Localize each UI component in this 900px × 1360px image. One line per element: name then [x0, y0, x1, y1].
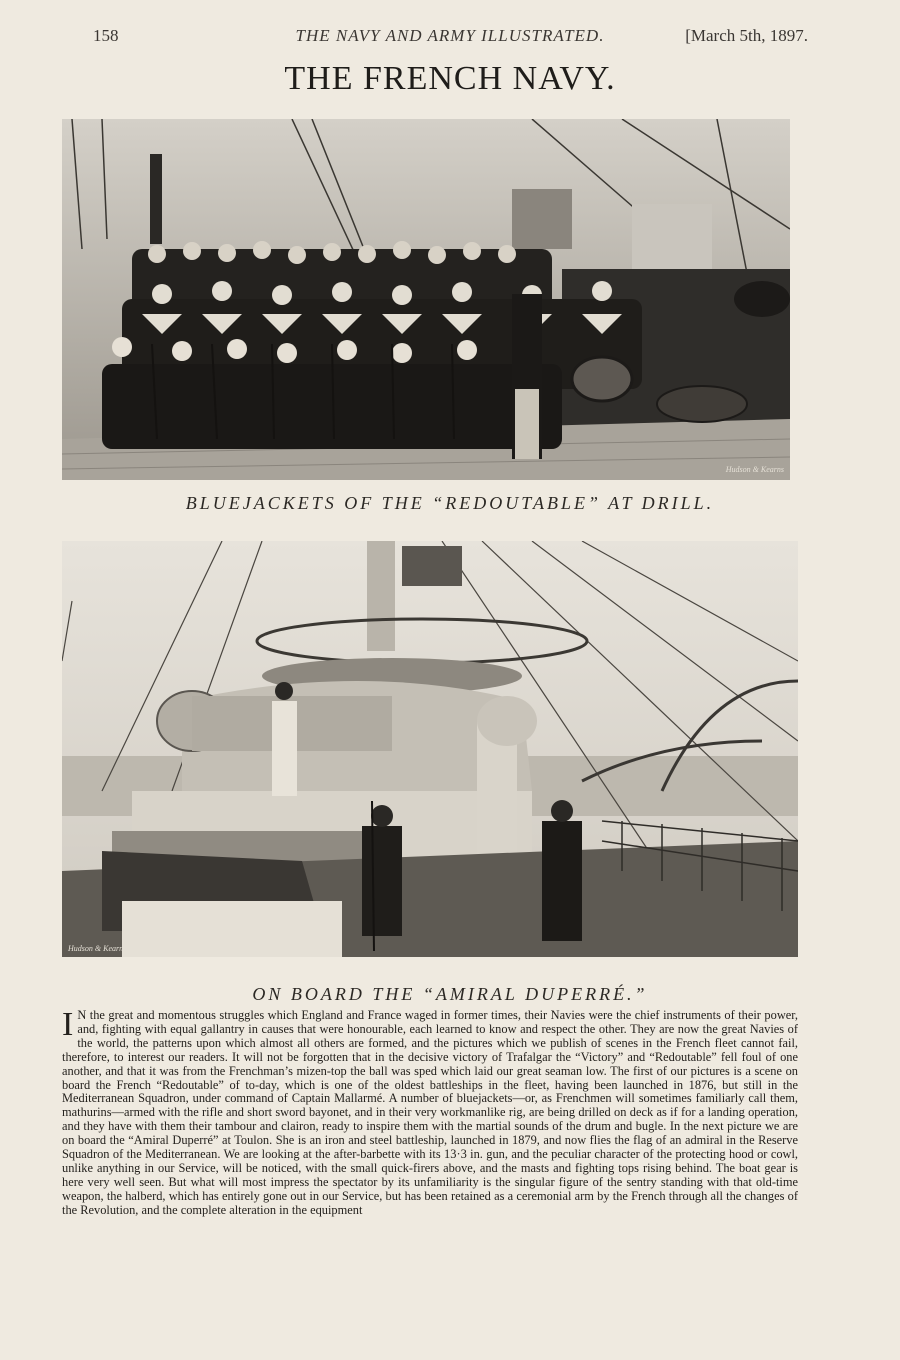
page-number: 158: [93, 26, 119, 45]
publication-title: THE NAVY AND ARMY ILLUSTRATED.: [295, 26, 605, 45]
photo-bluejackets-at-drill: [62, 119, 790, 480]
article-text: N the great and momentous struggles which England and France waged in former times, their Navies were the chief instruments of their power, and, fighting with equal gallantry in causes that were honourable, each learned to know and respect the other. They are now the great Navies of the world, the patterns upon which almost all others are formed, and the pictures which we publish of scenes in the French fleet cannot fail, therefore, to interest our readers. It will not be forgotten that in the decisive victory of Trafalgar the “Victory” and “Redoutable” fell foul of one another, and that it was from the Frenchman’s mizen-top the ball was sped which laid our great seaman low. The first of our pictures is a scene on board the French “Redoutable” of to-day, which is one of the oldest battleships in the fleet, having been launched in 1876, but still in the Mediterranean Squadron, under command of Captain Mallarmé. A number of bluejackets—or, as Frenchmen will sometimes familiarly call them, mathurins—armed with the rifle and short sword bayonet, and in their very workmanlike rig, are being drilled on deck as if for a landing operation, and they have with them their tambour and clairon, ready to inspire them with the martial sounds of the drum and bugle. In the next picture we are on board the “Amiral Duperré” at Toulon. She is an iron and steel battleship, launched in 1879, and now flies the flag of an admiral in the Reserve Squadron of the Mediterranean. We are looking at the after-barbette with its 13·3 in. gun, and the peculiar character of the protecting hood or cowl, unlike anything in our Service, will be noticed, with the small quick-firers above, and the masts and fighting tops rising behind. The boat gear is here very well seen. But what will most impress the spectator by its unfamiliarity is the singular figure of the sentry standing with that old-time weapon, the halberd, which has entirely gone out in our Service, but has been retained as a ceremonial arm by the French through all the changes of the Revolution, and the complete alteration in the equipment: [62, 1008, 798, 1217]
caption-bluejackets: BLUEJACKETS OF THE “REDOUTABLE” AT DRILL.: [185, 493, 715, 513]
drill-photo-image: [62, 119, 790, 480]
article-title: THE FRENCH NAVY.: [284, 60, 616, 97]
duperre-photo-image: [62, 541, 798, 957]
photo-credit: Hudson & Kearns: [725, 465, 784, 474]
issue-date: [March 5th, 1897.: [685, 26, 808, 45]
photo-amiral-duperre: [62, 541, 798, 957]
drop-cap: I: [62, 1006, 74, 1043]
article-body: [62, 1006, 798, 1218]
photo-credit: Hudson & Kearns: [68, 944, 127, 953]
caption-amiral-duperre: ON BOARD THE “AMIRAL DUPERRÉ.”: [252, 984, 648, 1004]
running-header: [0, 26, 900, 50]
article-paragraph: [62, 1006, 798, 1218]
